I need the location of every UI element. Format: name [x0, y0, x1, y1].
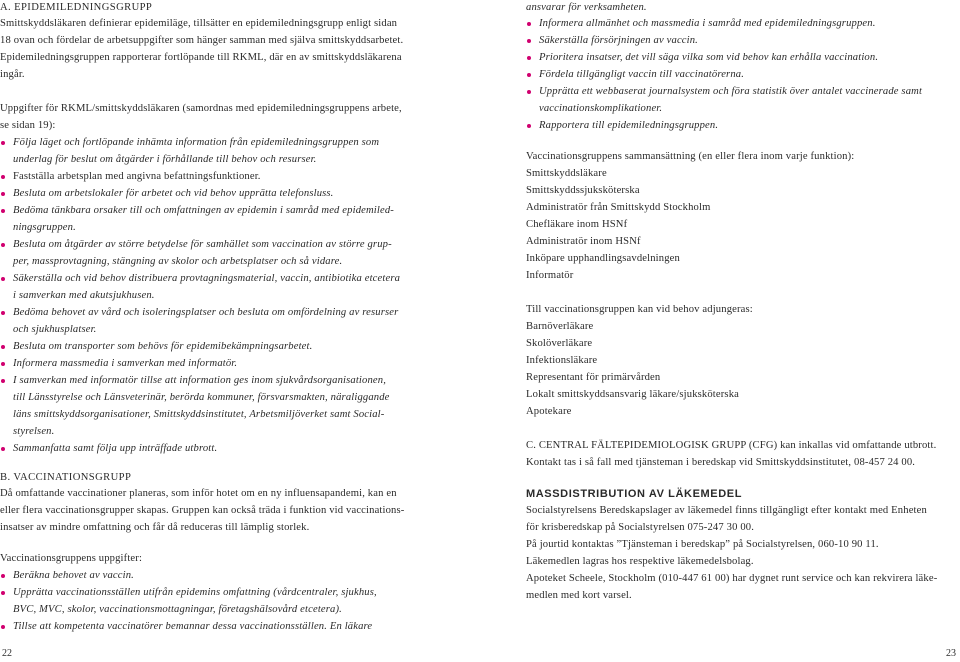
vaccination-task-bullet: Upprätta vaccinationsställen utifrån epidemins omfattning (vårdcentraler, sjukhus, [0, 584, 452, 601]
composition-item: Administratör inom HSNf [526, 236, 641, 247]
section-b-heading: B. VACCINATIONSGRUPP [0, 472, 132, 483]
composition-item: Smittskyddsläkare [526, 168, 607, 179]
task-bullet: Informera massmedia i samverkan med informatör. [0, 355, 452, 372]
task-bullet-cont: till Länsstyrelse och Länsveterinär, berörda kommuner, försvarsmakten, näraliggande [13, 392, 390, 403]
vaccination-task-bullet-cont: vaccinationskomplikationer. [539, 103, 663, 114]
vaccination-tasks-heading: Vaccinationsgruppens uppgifter: [0, 553, 143, 564]
task-bullet: Följa läget och fortlöpande inhämta information från epidemiledningsgruppen som [0, 134, 452, 151]
adjunct-item: Lokalt smittskyddsansvarig läkare/sjuksköterska [526, 389, 740, 400]
composition-item: Informatör [526, 270, 574, 281]
section-b-intro-line: Då omfattande vaccinationer planeras, som inför hotet om en ny influensapandemi, kan en [0, 488, 397, 499]
task-bullet-cont: läns smittskyddsorganisationer, Smittskyddsinstitutet, Arbetsmiljöverket samt Social- [13, 409, 385, 420]
section-a-intro-line: Smittskyddsläkaren definierar epidemiläge, tillsätter en epidemiledningsgrupp enligt sidan [0, 18, 398, 29]
distribution-line: Socialstyrelsens Beredskapslager av läkemedel finns tillgängligt efter kontakt med Enheten [526, 505, 927, 516]
vaccination-task-bullet: Säkerställa försörjningen av vaccin. [526, 32, 954, 49]
section-b-intro-line: eller flera vaccinationsgrupper skapas. Gruppen kan också träda i funktion vid vaccinations- [0, 505, 405, 516]
task-bullet: Besluta om åtgärder av större betydelse för samhället som vaccination av större grup- [0, 236, 452, 253]
vaccination-task-bullet: Informera allmänhet och massmedia i samråd med epidemiledningsgruppen. [526, 15, 954, 32]
vaccination-task-bullet-cont: BVC, MVC, skolor, vaccinationsmottagningar, företagshälsovård etcetera). [13, 604, 342, 615]
distribution-line: Apoteket Scheele, Stockholm (010-447 61 00) har dygnet runt service och kan rekvirera läke- [526, 573, 938, 584]
composition-item: Chefläkare inom HSNf [526, 219, 628, 230]
composition-heading: Vaccinationsgruppens sammansättning (en eller flera inom varje funktion): [526, 151, 855, 162]
adjunct-item: Barnöverläkare [526, 321, 594, 332]
task-bullet: I samverkan med informatör tillse att information ges inom sjukvårdsorganisationen, [0, 372, 452, 389]
section-a-intro-line: 18 ovan och fördelar de arbetsuppgifter som hänger samman med själva smittskyddsarbetet. [0, 35, 404, 46]
section-a-heading: A. EPIDEMILEDNINGSGRUPP [0, 2, 153, 13]
task-bullet-cont: och sjukhusplatser. [13, 324, 97, 335]
left-page-column [0, 0, 452, 635]
task-bullet-cont: i samverkan med akutsjukhusen. [13, 290, 155, 301]
vaccination-task-bullet: Fördela tillgängligt vaccin till vaccinatörerna. [526, 66, 954, 83]
task-bullet-cont: per, massprovtagning, stängning av skolor och arbetsplatser och så vidare. [13, 256, 343, 267]
task-bullet-cont: ningsgruppen. [13, 222, 76, 233]
task-bullet: Sammanfatta samt följa upp inträffade utbrott. [0, 440, 452, 457]
adjunct-item: Representant för primärvården [526, 372, 661, 383]
tasks-intro-line: se sidan 19): [0, 120, 56, 131]
vaccination-task-cont: ansvarar för verksamheten. [526, 2, 647, 13]
right-page-column [526, 0, 954, 604]
vaccination-task-bullet: Prioritera insatser, det vill säga vilka som vid behov kan erhålla vaccination. [526, 49, 954, 66]
distribution-line: På jourtid kontaktas ”Tjänsteman i beredskap” på Socialstyrelsen, 060-10 90 11. [526, 539, 879, 550]
task-bullet: Bedöma behovet av vård och isoleringsplatser och besluta om omfördelning av resurser [0, 304, 452, 321]
page-number-right: 23 [946, 648, 956, 659]
task-bullet: Bedöma tänkbara orsaker till och omfattningen av epidemin i samråd med epidemiled- [0, 202, 452, 219]
composition-item: Administratör från Smittskydd Stockholm [526, 202, 711, 213]
vaccination-task-bullet: Beräkna behovet av vaccin. [0, 567, 452, 584]
page-number-left: 22 [2, 648, 12, 659]
distribution-line: Läkemedlen lagras hos respektive läkemedelsbolag. [526, 556, 754, 567]
adjunct-item: Skolöverläkare [526, 338, 593, 349]
task-bullet: Säkerställa och vid behov distribuera provtagningsmaterial, vaccin, antibiotika etcetera [0, 270, 452, 287]
section-c-line: Kontakt tas i så fall med tjänsteman i beredskap vid Smittskyddsinstitutet, 08-457 24 00. [526, 457, 916, 468]
distribution-line: medlen med kort varsel. [526, 590, 632, 601]
task-bullet: Besluta om transporter som behövs för epidemibekämpningsarbetet. [0, 338, 452, 355]
section-a-intro-line: ingår. [0, 69, 25, 80]
section-c-line: C. CENTRAL FÄLTEPIDEMIOLOGISK GRUPP (CFG) kan inkallas vid omfattande utbrott. [526, 440, 937, 451]
section-b-intro-line: insatser av mindre omfattning och får då reduceras till lämplig storlek. [0, 522, 310, 533]
composition-item: Smittskyddssjuksköterska [526, 185, 640, 196]
task-bullet: Besluta om arbetslokaler för arbetet och vid behov upprätta telefonsluss. [0, 185, 452, 202]
mass-distribution-heading: MASSDISTRIBUTION AV LÄKEMEDEL [526, 488, 743, 500]
adjunct-item: Infektionsläkare [526, 355, 598, 366]
tasks-intro-line: Uppgifter för RKML/smittskyddsläkaren (samordnas med epidemiledningsgruppens arbete, [0, 103, 402, 114]
task-bullet-cont: underlag för beslut om åtgärder i förhållande till behov och resurser. [13, 154, 317, 165]
section-a-intro-line: Epidemiledningsgruppen rapporterar fortlöpande till RKML, där en av smittskyddsläkarena [0, 52, 402, 63]
task-bullet: Fastställa arbetsplan med angivna befattningsfunktioner. [0, 168, 452, 185]
adjuncts-heading: Till vaccinationsgruppen kan vid behov adjungeras: [526, 304, 753, 315]
adjunct-item: Apotekare [526, 406, 572, 417]
vaccination-task-bullet: Tillse att kompetenta vaccinatörer bemannar dessa vaccinationsställen. En läkare [0, 618, 452, 635]
distribution-line: för krisberedskap på Socialstyrelsen 075-247 30 00. [526, 522, 755, 533]
vaccination-task-bullet: Upprätta ett webbaserat journalsystem och föra statistik över antalet vaccinerade samt [526, 83, 954, 100]
composition-item: Inköpare upphandlingsavdelningen [526, 253, 680, 264]
vaccination-task-bullet: Rapportera till epidemiledningsgruppen. [526, 117, 954, 134]
task-bullet-cont: styrelsen. [13, 426, 55, 437]
